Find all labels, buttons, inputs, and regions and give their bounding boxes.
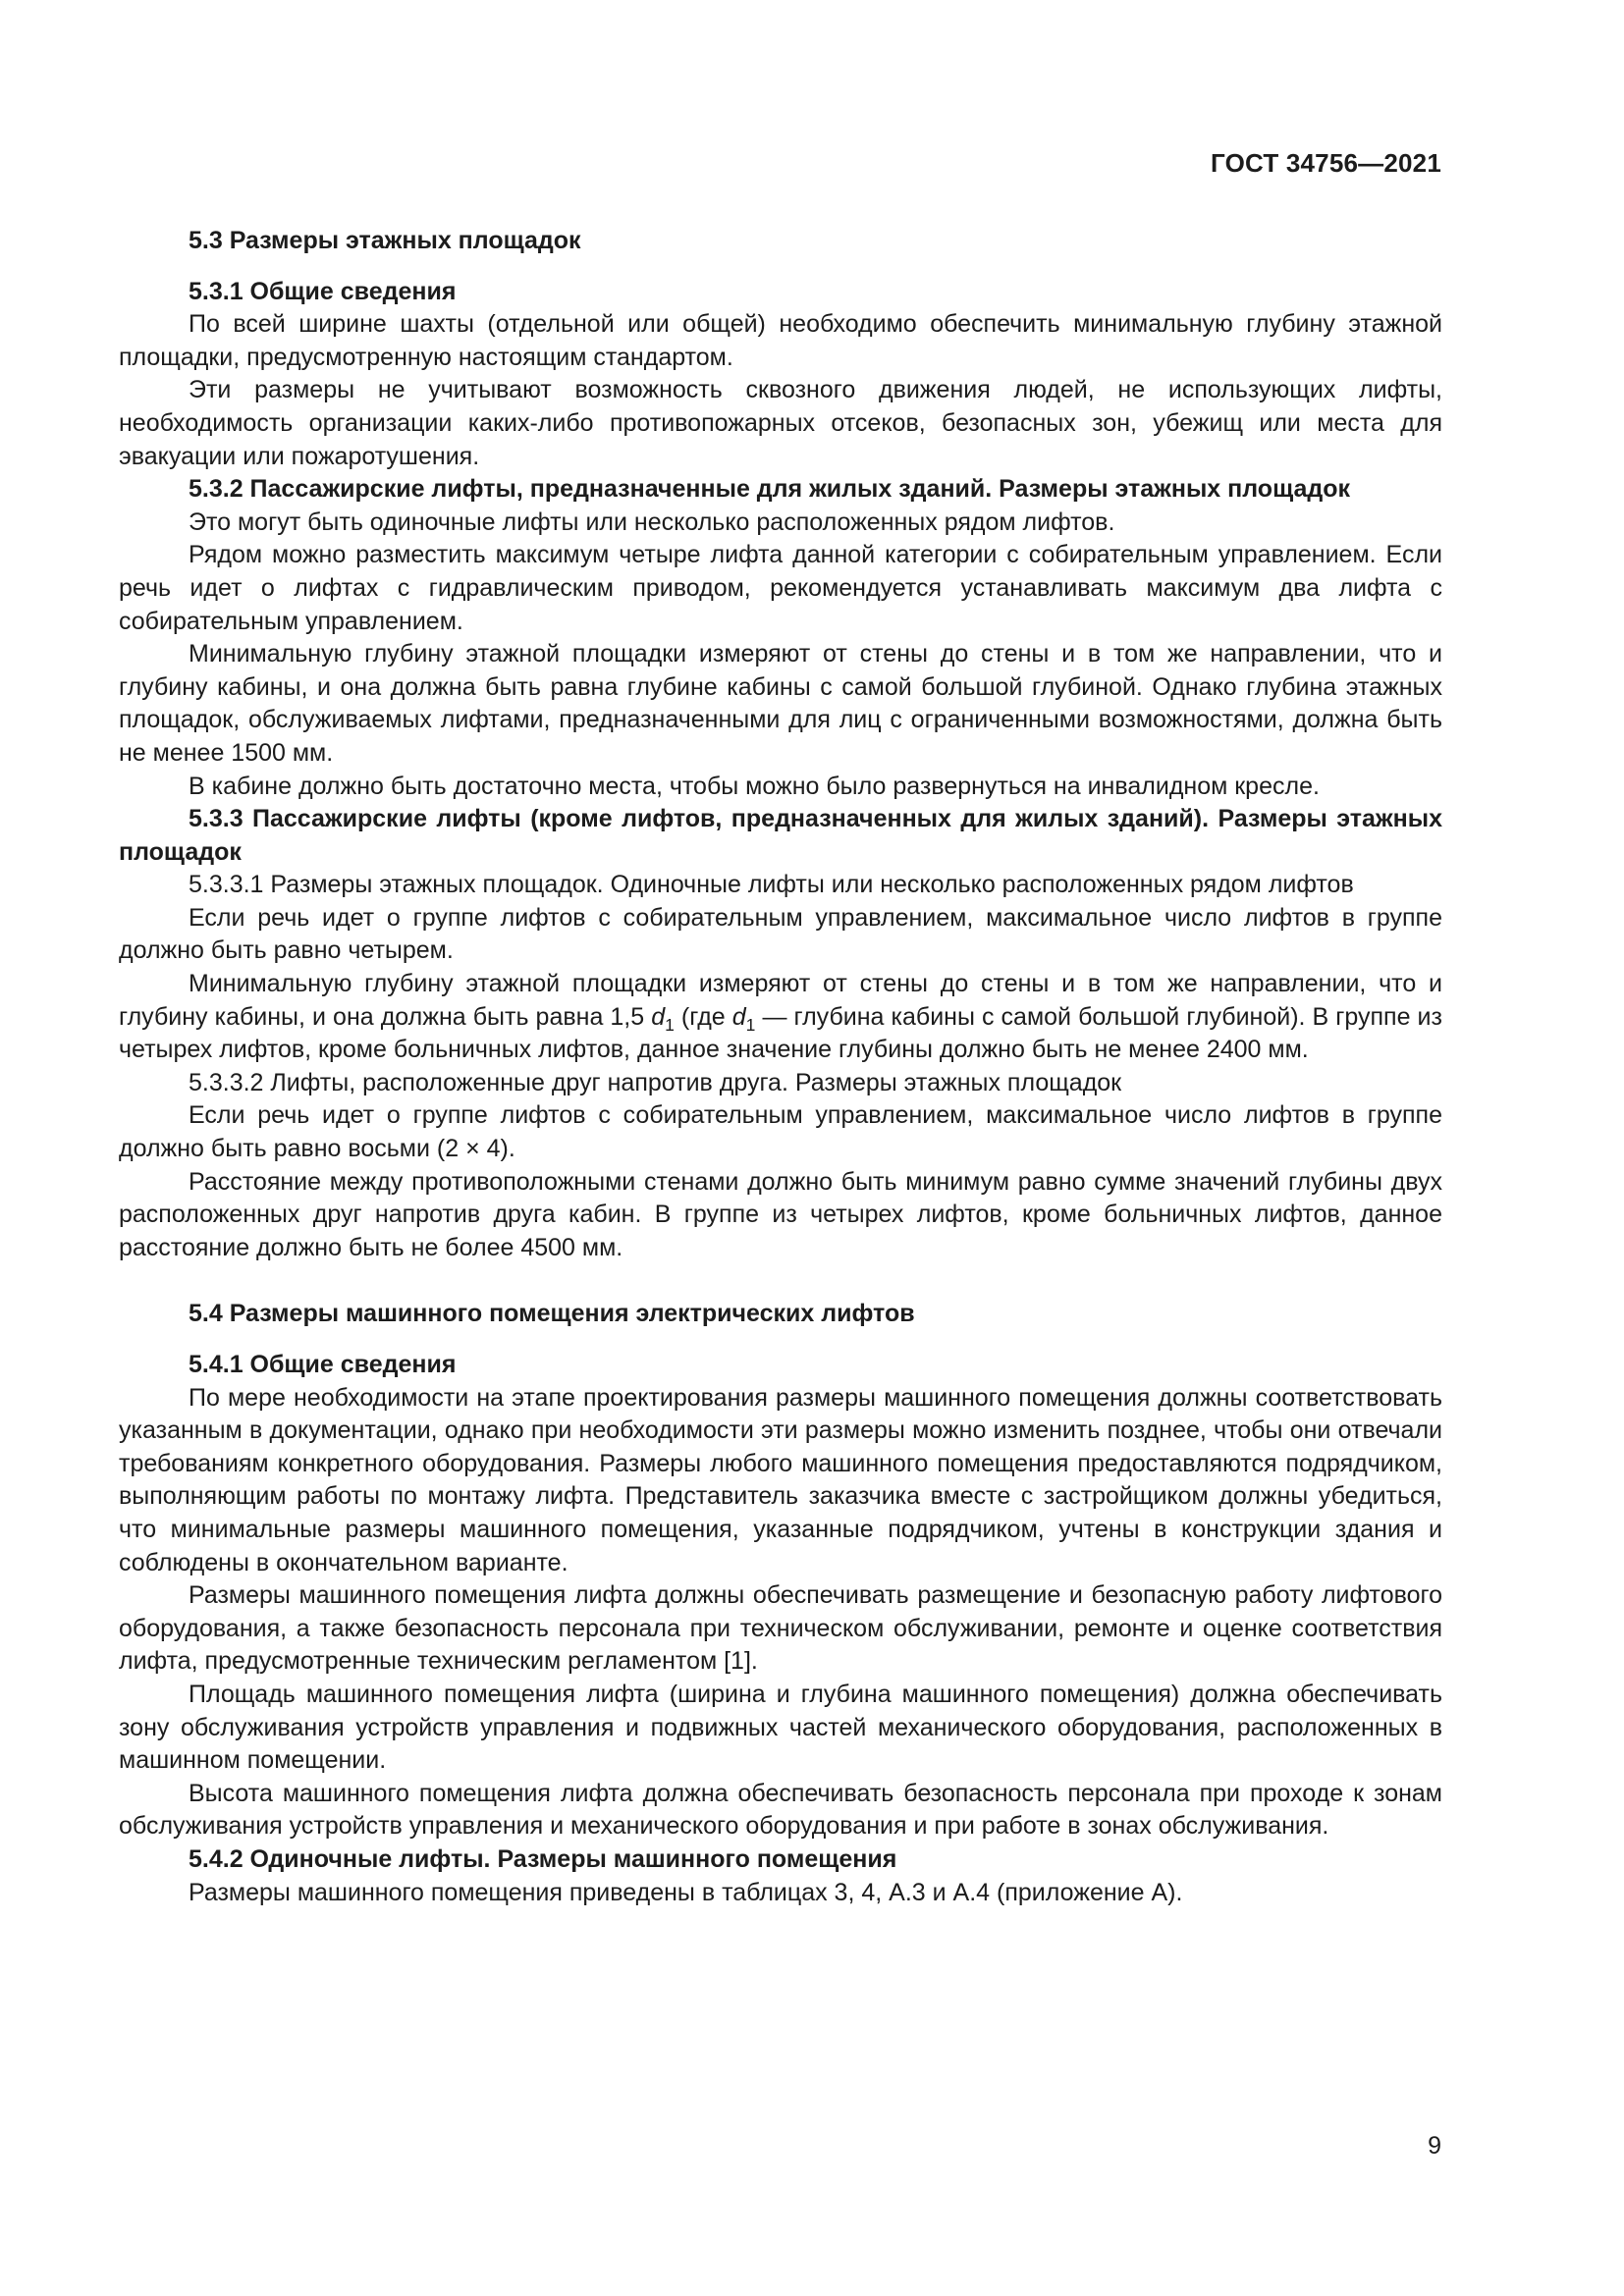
clause-heading-5-3-3-2: 5.3.3.2 Лифты, расположенные друг напротив друга. Размеры этажных площадок bbox=[189, 1068, 1122, 1096]
text-run: (где bbox=[674, 1002, 732, 1031]
subsection-heading-5-3-1: 5.3.1 Общие сведения bbox=[189, 277, 457, 305]
document-body bbox=[119, 225, 1442, 1909]
subsection-heading-5-3-2: 5.3.2 Пассажирские лифты, предназначенные для жилых зданий. Размеры этажных площадок bbox=[189, 475, 1351, 504]
paragraph: Если речь идет о группе лифтов с собирательным управлением, максимальное число лифтов в группе должно быть равно четырем. bbox=[119, 903, 1442, 965]
page-number: 9 bbox=[1428, 2132, 1441, 2160]
section-heading-5-3: 5.3 Размеры этажных площадок bbox=[189, 227, 581, 254]
subscript: 1 bbox=[665, 1014, 675, 1035]
paragraph: По мере необходимости на этапе проектирования размеры машинного помещения должны соответствовать указанным в документации, однако при необходимости эти размеры можно изменить позднее, чтобы они отвечали требованиям конкретного оборудования. Размеры любого машинного помещения предоставляются подрядчиком, выполняющим работы по монтажу лифта. Представитель заказчика вместе с застройщиком должны убедиться, что минимальные размеры машинного помещения, указанные подрядчиком, учтены в конструкции здания и соблюдены в окончательном варианте. bbox=[119, 1383, 1442, 1576]
subsection-heading-5-3-3: 5.3.3 Пассажирские лифты (кроме лифтов, предназначенных для жилых зданий). Размеры этажных площадок bbox=[119, 805, 1442, 866]
paragraph: Это могут быть одиночные лифты или несколько расположенных рядом лифтов. bbox=[189, 507, 1115, 536]
paragraph: Минимальную глубину этажной площадки измеряют от стены до стены и в том же направлении, что и глубину кабины, и она должна быть равна глубине кабины с самой большой глубиной. Однако глубина этажных площадок, обслуживаемых лифтами, предназначенными для лиц с ограниченными возможностями, должна быть не менее 1500 мм. bbox=[119, 640, 1442, 767]
section-heading-5-4: 5.4 Размеры машинного помещения электрических лифтов bbox=[189, 1300, 915, 1328]
paragraph: В кабине должно быть достаточно места, чтобы можно было развернуться на инвалидном кресле. bbox=[189, 772, 1320, 800]
document-code: ГОСТ 34756—2021 bbox=[1211, 148, 1441, 178]
paragraph: Площадь машинного помещения лифта (ширина и глубина машинного помещения) должна обеспечивать зону обслуживания устройств управления и подвижных частей механического оборудования, расположенных в машинном помещении. bbox=[119, 1680, 1442, 1775]
paragraph-formula bbox=[119, 968, 1442, 1067]
subsection-heading-5-4-1: 5.4.1 Общие сведения bbox=[189, 1351, 457, 1378]
clause-heading-5-3-3-1: 5.3.3.1 Размеры этажных площадок. Одиночные лифты или несколько расположенных рядом лифтов bbox=[189, 871, 1354, 899]
paragraph: Размеры машинного помещения лифта должны обеспечивать размещение и безопасную работу лифтового оборудования, а также безопасность персонала при техническом обслуживании, ремонте и оценке соответствия лифта, предусмотренные техническим регламентом [1]. bbox=[119, 1581, 1442, 1676]
paragraph: Расстояние между противоположными стенами должно быть минимум равно сумме значений глубины двух расположенных друг напротив друга кабин. В группе из четырех лифтов, кроме больничных лифтов, данное расстояние должно быть не более 4500 мм. bbox=[119, 1167, 1442, 1261]
paragraph: Размеры машинного помещения приведены в таблицах 3, 4, А.3 и А.4 (приложение А). bbox=[189, 1878, 1183, 1906]
subsection-heading-5-4-2: 5.4.2 Одиночные лифты. Размеры машинного помещения bbox=[189, 1844, 897, 1873]
paragraph: Если речь идет о группе лифтов с собирательным управлением, максимальное число лифтов в группе должно быть равно восьми (2 × 4). bbox=[119, 1101, 1442, 1163]
paragraph: По всей ширине шахты (отдельной или общей) необходимо обеспечить минимальную глубину этажной площадки, предусмотренную настоящим стандартом. bbox=[119, 310, 1442, 371]
variable-d: d bbox=[731, 1002, 746, 1031]
paragraph: Рядом можно разместить максимум четыре лифта данной категории с собирательным управлением. Если речь идет о лифтах с гидравлическим приводом, рекомендуется устанавливать максимум два лифта с собирательным управлением. bbox=[119, 541, 1442, 635]
variable-d: d bbox=[651, 1002, 666, 1031]
text-run: Минимальную глубину этажной площадки измеряют от стены до стены и в том же направлении, что и глубину кабины, и она должна быть равна 1,5 bbox=[119, 970, 1442, 1031]
subscript: 1 bbox=[745, 1014, 756, 1035]
paragraph: Высота машинного помещения лифта должна обеспечивать безопасность персонала при проходе к зонам обслуживания устройств управления и механического оборудования и при работе в зонах обслуживания. bbox=[119, 1779, 1442, 1841]
text-run: — глубина кабины с самой большой глубиной). В группе из четырех лифтов, кроме больничных лифтов, данное значение глубины должно быть не менее 2400 мм. bbox=[119, 1002, 1442, 1064]
paragraph: Эти размеры не учитывают возможность сквозного движения людей, не использующих лифты, необходимость организации каких-либо противопожарных отсеков, безопасных зон, убежищ или места для эвакуации или пожаротушения. bbox=[119, 376, 1442, 470]
